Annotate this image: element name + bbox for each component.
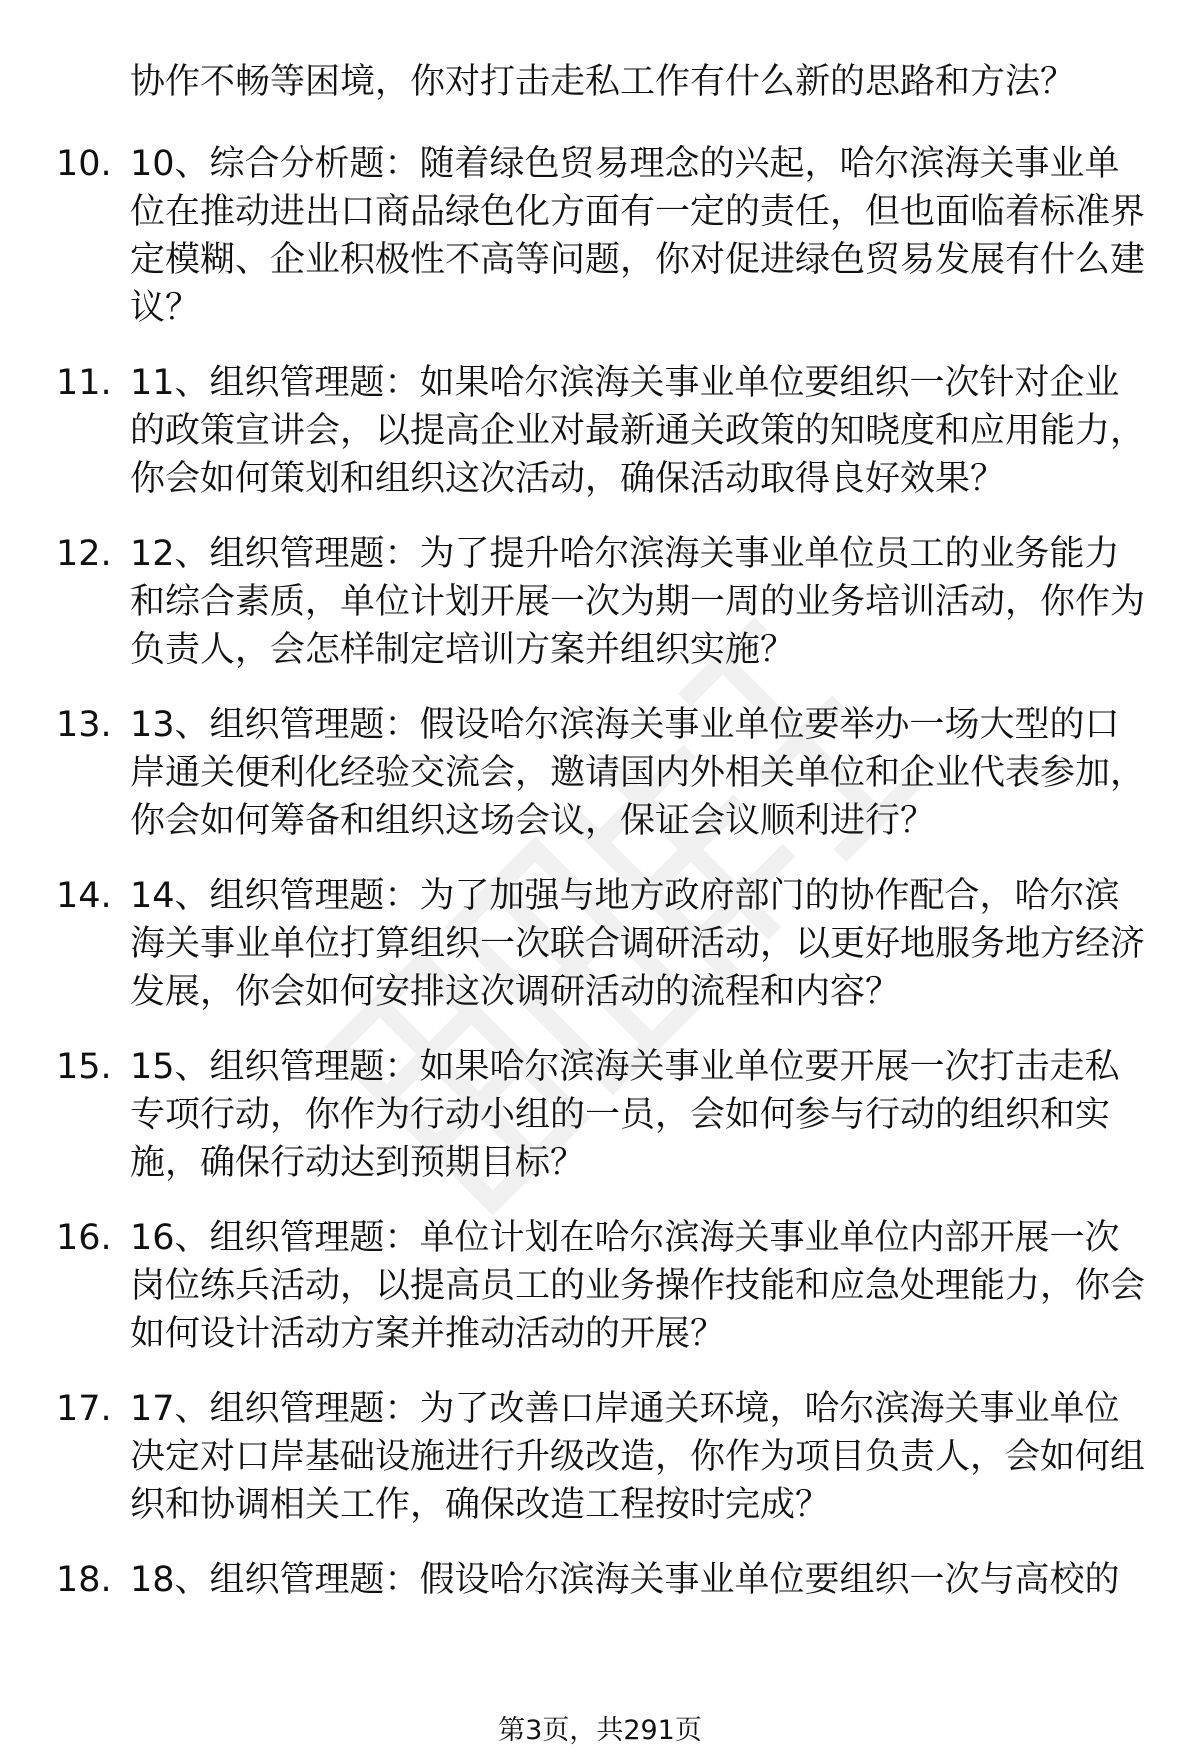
question-item-13 [0,701,1200,845]
question-number: 12. [56,534,112,574]
question-text: 14、组织管理题：为了加强与地方政府部门的协作配合，哈尔滨海关事业单位打算组织一次联合调研活动，以更好地服务地方经济发展，你会如何安排这次调研活动的流程和内容？ [130,876,1146,1012]
question-text: 13、组织管理题：假设哈尔滨海关事业单位要举办一场大型的口岸通关便利化经验交流会，邀请国内外相关单位和企业代表参加，你会如何筹备和组织这场会议，保证会议顺利进行？ [130,705,1146,841]
question-number: 16. [56,1218,112,1258]
question-text: 17、组织管理题：为了改善口岸通关环境，哈尔滨海关事业单位决定对口岸基础设施进行升级改造，你作为项目负责人，会如何组织和协调相关工作，确保改造工程按时完成？ [130,1389,1146,1525]
question-number: 11. [56,363,112,403]
question-item-11 [0,359,1200,503]
question-number: 14. [56,876,112,916]
question-item-16 [0,1214,1200,1358]
question-number: 13. [56,705,112,745]
question-item-18 [0,1556,1200,1604]
question-number: 10. [56,144,112,184]
question-text: 10、综合分析题：随着绿色贸易理念的兴起，哈尔滨海关事业单位在推动进出口商品绿色化方面有一定的责任，但也面临着标准界定模糊、企业积极性不高等问题，你对促进绿色贸易发展有什么建议？ [130,144,1146,328]
question-number: 17. [56,1389,112,1429]
question-number: 18. [56,1560,112,1600]
question-item-17 [0,1385,1200,1529]
question-number: 15. [56,1047,112,1087]
question-item-12 [0,530,1200,674]
question-text: 16、组织管理题：单位计划在哈尔滨海关事业单位内部开展一次岗位练兵活动，以提高员工的业务操作技能和应急处理能力，你会如何设计活动方案并推动活动的开展？ [130,1218,1146,1354]
question-item-15 [0,1043,1200,1187]
question-item-14 [0,872,1200,1016]
continued-question-text: 协作不畅等困境，你对打击走私工作有什么新的思路和方法？ [130,62,1076,102]
question-text: 18、组织管理题：假设哈尔滨海关事业单位要组织一次与高校的 [130,1560,1120,1600]
question-list [0,140,1200,1631]
question-text: 15、组织管理题：如果哈尔滨海关事业单位要开展一次打击走私专项行动，你作为行动小组的一员，会如何参与行动的组织和实施，确保行动达到预期目标？ [130,1047,1120,1183]
question-text: 11、组织管理题：如果哈尔滨海关事业单位要组织一次针对企业的政策宣讲会，以提高企业对最新通关政策的知晓度和应用能力，你会如何策划和组织这次活动，确保活动取得良好效果？ [130,363,1146,499]
page-footer: 第3页，共291页 [498,1715,702,1746]
question-item-10 [0,140,1200,332]
question-text: 12、组织管理题：为了提升哈尔滨海关事业单位员工的业务能力和综合素质，单位计划开展一次为期一周的业务培训活动，你作为负责人，会怎样制定培训方案并组织实施？ [130,534,1146,670]
